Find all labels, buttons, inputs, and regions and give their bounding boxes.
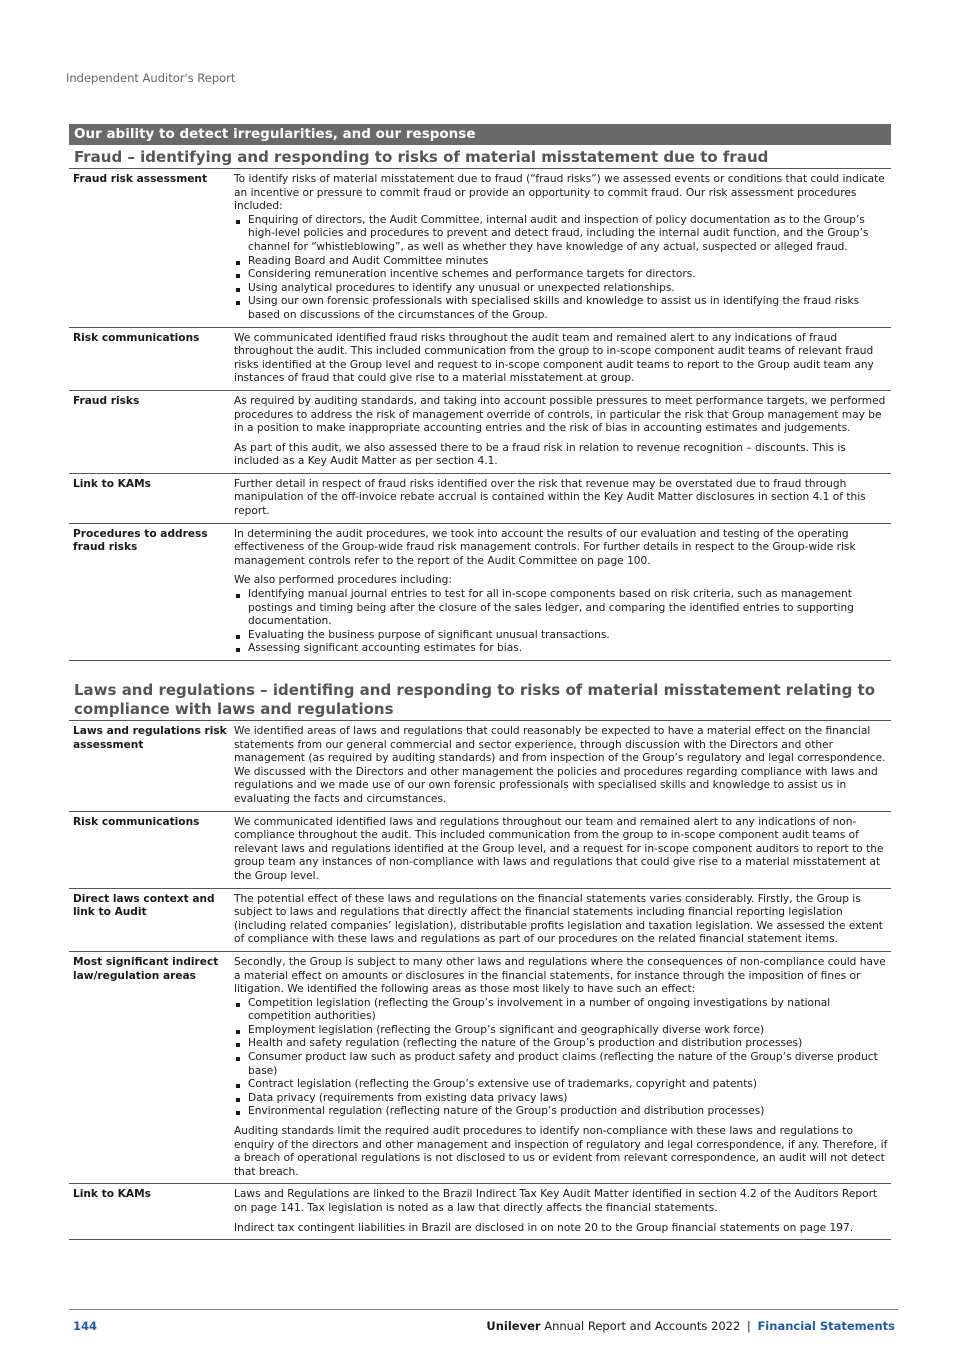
row-body — [234, 395, 891, 469]
row-body — [234, 956, 891, 1180]
row-body — [234, 478, 891, 519]
section-banner: Our ability to detect irregularities, and our response — [69, 124, 891, 145]
fraud-heading: Fraud – identifying and responding to risks of material misstatement due to fraud — [74, 148, 769, 166]
list-item: Employment legislation (reflecting the Group’s significant and geographically diverse work force) — [234, 1024, 889, 1038]
paragraph: Secondly, the Group is subject to many other laws and regulations where the consequences of non-compliance could have a material effect on amounts or disclosures in the financial statements, for instance through the imposition of fines or litigation. We identified the following areas as those most likely to have such an effect: — [234, 955, 886, 996]
main-content — [69, 124, 891, 1240]
paragraph: Laws and Regulations are linked to the Brazil Indirect Tax Key Audit Matter identified in section 4.2 of the Auditors Report on page 141. Tax legislation is noted as a law that directly affects the financial statements. — [234, 1188, 878, 1214]
table-row — [69, 328, 891, 391]
list-item: Assessing significant accounting estimates for bias. — [234, 642, 889, 656]
row-body — [234, 816, 891, 884]
list-item: Contract legislation (reflecting the Group’s extensive use of trademarks, copyright and patents) — [234, 1078, 889, 1092]
list-item: Reading Board and Audit Committee minutes — [234, 255, 889, 269]
laws-table — [69, 720, 891, 1240]
table-row — [69, 524, 891, 661]
table-row — [69, 889, 891, 952]
table-row — [69, 391, 891, 474]
paragraph: We communicated identified fraud risks throughout the audit team and remained alert to any indications of fraud throughout the audit. This included communication from the group to in-scope component audit teams of relevant fraud risks identified at the Group level and request to in-scope component audit teams to report to the Group audit team any instances of fraud that could give rise to a material misstatement at group. — [234, 331, 874, 385]
list-item: Using analytical procedures to identify any unusual or unexpected relationships. — [234, 282, 889, 296]
footer-publication-title: Annual Report and Accounts 2022 — [544, 1319, 741, 1333]
list-item: Environmental regulation (reflecting nature of the Group’s production and distribution processes) — [234, 1105, 889, 1119]
list-item: Data privacy (requirements from existing data privacy laws) — [234, 1092, 889, 1106]
footer-divider — [69, 1309, 898, 1310]
row-body — [234, 528, 891, 656]
list-item: Enquiring of directors, the Audit Committee, internal audit and inspection of policy documentation as to the Group’s high-level policies and procedures to prevent and detect fraud, including the internal audit function, and the Group’s channel for “whistleblowing”, as well as whether they have knowledge of any actual, suspected or alleged fraud. — [234, 214, 889, 255]
table-row — [69, 474, 891, 524]
table-row — [69, 1184, 891, 1240]
paragraph: We also performed procedures including: — [234, 574, 452, 587]
list-item: Competition legislation (reflecting the Group’s involvement in a number of ongoing investigations by national competition authorities) — [234, 997, 889, 1024]
list-item: Consumer product law such as product safety and product claims (reflecting the nature of the Group’s diverse product base) — [234, 1051, 889, 1078]
fraud-table — [69, 168, 891, 661]
paragraph: To identify risks of material misstatement due to fraud (“fraud risks”) we assessed events or conditions that could indicate an incentive or pressure to commit fraud or provide an opportunity to commit fraud. Our risk assessment procedures included: — [234, 173, 885, 213]
row-body — [234, 173, 891, 323]
row-label: Fraud risks — [73, 394, 140, 407]
footer-brand: Unilever — [486, 1319, 541, 1333]
row-label: Procedures to address fraud risks — [73, 527, 208, 554]
row-label: Laws and regulations risk assessment — [73, 725, 227, 751]
row-label: Link to KAMs — [73, 1188, 151, 1201]
laws-heading: Laws and regulations – identifing and responding to risks of material misstatement relating to compliance with laws and regulations — [74, 681, 876, 718]
footer-publication — [486, 1319, 895, 1333]
row-label: Direct laws context and link to Audit — [73, 892, 215, 919]
list-item: Considering remuneration incentive schemes and performance targets for directors. — [234, 268, 889, 282]
list-item: Health and safety regulation (reflecting the nature of the Group’s production and distribution processes) — [234, 1037, 889, 1051]
paragraph: In determining the audit procedures, we took into account the results of our evaluation and testing of the operating effectiveness of the Group-wide fraud risk management controls. For further details in respect to the Group-wide risk management controls refer to the report of the Audit Committee on page 100. — [234, 527, 856, 567]
row-label: Risk communications — [73, 331, 200, 344]
row-label: Risk communications — [73, 815, 200, 828]
list-item: Using our own forensic professionals with specialised skills and knowledge to assist us in identifying the fraud risks based on discussions of the circumstances of the Group. — [234, 295, 889, 322]
table-row — [69, 812, 891, 889]
paragraph: As part of this audit, we also assessed there to be a fraud risk in relation to revenue recognition – discounts. This is included as a Key Audit Matter as per section 4.1. — [234, 441, 846, 468]
bullet-list — [234, 214, 889, 323]
row-label: Most significant indirect law/regulation areas — [73, 955, 219, 982]
page-number: 144 — [73, 1319, 98, 1333]
paragraph: As required by auditing standards, and taking into account possible pressures to meet performance targets, we performed procedures to address the risk of management override of controls, in particular the risk that Group management may be in a position to make inappropriate accounting entries and the risk of bias in accounting estimates and judgements. — [234, 394, 886, 435]
footer-separator: | — [746, 1319, 751, 1333]
paragraph: Auditing standards limit the required audit procedures to identify non-compliance with these laws and regulations to enquiry of the directors and other management and inspection of regulatory and legal correspondence, if any. Therefore, if a breach of operational regulations is not disclosed to us or evident from relevant correspondence, an audit will not detect that breach. — [234, 1125, 888, 1178]
row-body — [234, 725, 891, 807]
bullet-list — [234, 588, 889, 656]
footer-section-link[interactable]: Financial Statements — [757, 1319, 895, 1333]
row-label: Link to KAMs — [73, 477, 151, 490]
row-body — [234, 332, 891, 386]
paragraph: We identified areas of laws and regulations that could reasonably be expected to have a material effect on the financial statements from our general commercial and sector experience, through discussion with the Directors and other management (as required by auditing standards) and from inspection of the Group’s regulatory and legal correspondence. We discussed with the Directors and other management the policies and procedures regarding compliance with laws and regulations and we made use of our own forensic professionals with specialised skills and knowledge to assist us in evaluating the facts and circumstances. — [234, 725, 886, 805]
table-row — [69, 952, 891, 1185]
paragraph: We communicated identified laws and regulations throughout our team and remained alert to any indications of non-compliance throughout the audit. This included communication from the group to in-scope component audit teams of relevant laws and regulations identified at the Group level, and a request for in-scope component auditors to report to the group team any instances of non-compliance with laws and regulations that could give rise to a material misstatement at the Group level. — [234, 815, 884, 882]
row-body — [234, 893, 891, 947]
running-header: Independent Auditor's Report — [66, 71, 236, 85]
table-row — [69, 169, 891, 328]
row-label: Fraud risk assessment — [73, 173, 208, 185]
paragraph: Further detail in respect of fraud risks identified over the risk that revenue may be overstated due to fraud through manipulation of the off-invoice rebate accrual is contained within the Key Audit Matter disclosures in section 4.1 of this report. — [234, 477, 866, 518]
list-item: Identifying manual journal entries to test for all in-scope components based on risk criteria, such as management postings and timing being after the closure of the sales ledger, and comparing the identified entries to supporting documentation. — [234, 588, 889, 629]
list-item: Evaluating the business purpose of significant unusual transactions. — [234, 629, 889, 643]
row-body — [234, 1188, 891, 1235]
paragraph: Indirect tax contingent liabilities in Brazil are disclosed in on note 20 to the Group financial statements on page 197. — [234, 1221, 854, 1234]
table-row — [69, 721, 891, 812]
bullet-list — [234, 997, 889, 1119]
paragraph: The potential effect of these laws and regulations on the financial statements varies considerably. Firstly, the Group is subject to laws and regulations that directly affect the financial statements including financial reporting legislation (including related companies’ legislation), distributable profits legislation and taxation legislation. We assessed the extent of compliance with these laws and regulations as part of our procedures on the related financial statement items. — [234, 892, 883, 946]
